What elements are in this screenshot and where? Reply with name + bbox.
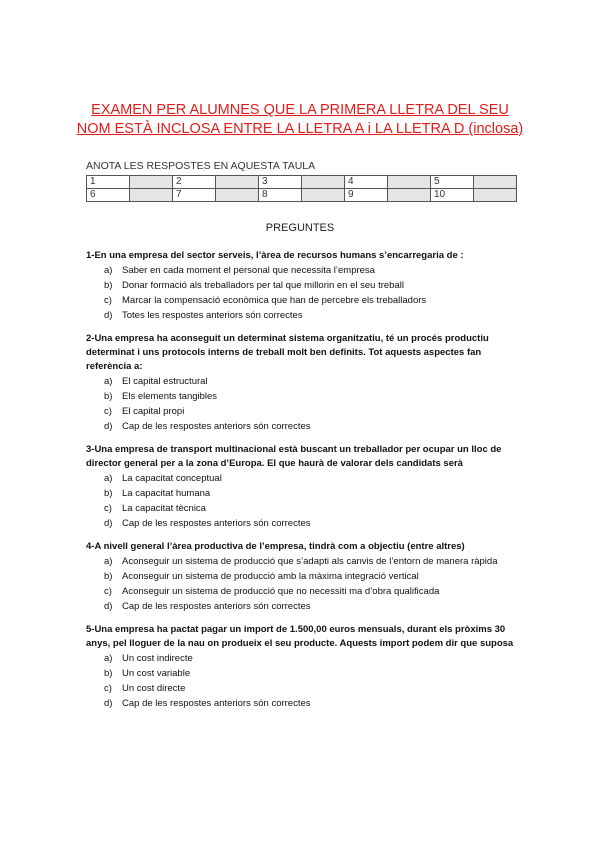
question-text: 5-Una empresa ha pactat pagar un import de 1.500,00 euros mensuals, durant els pròxims 30 anys, pel lloguer de la nau on produeix el seu producte. Aquests import podem dir que suposa <box>86 624 514 649</box>
option-a <box>86 554 516 569</box>
option-text: Aconseguir un sistema de producció que no necessiti ma d’obra qualificada <box>122 586 440 597</box>
answer-number: 4 <box>345 176 388 189</box>
option-text: La capacitat humana <box>122 488 211 499</box>
option-letter: b) <box>104 391 113 402</box>
option-c <box>86 501 516 516</box>
option-text: La capacitat conceptual <box>122 473 222 484</box>
option-d <box>86 599 516 614</box>
option-text: Un cost indirecte <box>122 653 193 664</box>
option-letter: a) <box>104 376 113 387</box>
question-text: 3-Una empresa de transport multinacional està buscant un treballador per ocupar un lloc de director general per a la zona d’Europa. El que haurà de valorar dels candidats serà <box>86 444 502 469</box>
option-b <box>86 666 516 681</box>
option-letter: a) <box>104 265 113 276</box>
option-d <box>86 696 516 711</box>
answer-table <box>86 175 517 202</box>
question-text: 4-A nivell general l’àrea productiva de l’empresa, tindrà com a objectiu (entre altres) <box>86 541 465 552</box>
option-b <box>86 569 516 584</box>
option-letter: b) <box>104 488 113 499</box>
option-letter: b) <box>104 280 113 291</box>
answer-table-row <box>87 176 517 189</box>
option-text: La capacitat tècnica <box>122 503 206 514</box>
answer-table-label: ANOTA LES RESPOSTES EN AQUESTA TAULA <box>86 160 316 172</box>
option-a <box>86 263 516 278</box>
option-a <box>86 374 516 389</box>
option-c <box>86 584 516 599</box>
answer-number: 5 <box>431 176 474 189</box>
option-d <box>86 419 516 434</box>
option-letter: a) <box>104 556 113 567</box>
answer-number: 6 <box>87 189 130 202</box>
exam-title-line-1: EXAMEN PER ALUMNES QUE LA PRIMERA LLETRA DEL SEU <box>91 102 509 118</box>
option-d <box>86 308 516 323</box>
option-b <box>86 278 516 293</box>
option-text: Cap de les respostes anteriors són correctes <box>122 518 311 529</box>
answer-box[interactable] <box>474 189 517 202</box>
question-text: 1-En una empresa del sector serveis, l’àrea de recursos humans s’encarregaria de : <box>86 250 464 261</box>
option-text: El capital estructural <box>122 376 208 387</box>
option-b <box>86 389 516 404</box>
question-text: 2-Una empresa ha aconseguit un determinat sistema organitzatiu, té un procés productiu determinat i uns protocols interns de treball molt ben definits. Tot aquests aspectes fan referència a: <box>86 333 489 372</box>
answer-box[interactable] <box>388 176 431 189</box>
question-5 <box>86 623 516 711</box>
answer-number: 2 <box>173 176 216 189</box>
answer-box[interactable] <box>216 189 259 202</box>
option-text: Un cost directe <box>122 683 186 694</box>
option-c <box>86 404 516 419</box>
option-b <box>86 486 516 501</box>
option-letter: d) <box>104 698 113 709</box>
option-letter: a) <box>104 473 113 484</box>
question-1 <box>86 249 516 323</box>
option-letter: b) <box>104 571 113 582</box>
answer-box[interactable] <box>216 176 259 189</box>
option-letter: a) <box>104 653 113 664</box>
option-text: Aconseguir un sistema de producció que s’adapti als canvis de l’entorn de manera ràpida <box>122 556 498 567</box>
option-text: Marcar la compensació econòmica que han de percebre els treballadors <box>122 295 427 306</box>
option-text: Aconseguir un sistema de producció amb la màxima integració vertical <box>122 571 419 582</box>
answer-box[interactable] <box>474 176 517 189</box>
option-a <box>86 471 516 486</box>
option-a <box>86 651 516 666</box>
answer-number: 3 <box>259 176 302 189</box>
option-letter: d) <box>104 601 113 612</box>
option-text: Saber en cada moment el personal que necessita l’empresa <box>122 265 375 276</box>
answer-number: 9 <box>345 189 388 202</box>
option-text: Els elements tangibles <box>122 391 218 402</box>
option-letter: c) <box>104 503 112 514</box>
option-text: Cap de les respostes anteriors són correctes <box>122 421 311 432</box>
option-c <box>86 293 516 308</box>
answer-box[interactable] <box>388 189 431 202</box>
answer-box[interactable] <box>130 189 173 202</box>
option-c <box>86 681 516 696</box>
question-4 <box>86 540 516 614</box>
option-letter: d) <box>104 421 113 432</box>
exam-title-line-2: NOM ESTÀ INCLOSA ENTRE LA LLETRA A i LA LLETRA D (inclosa) <box>76 121 524 137</box>
question-3 <box>86 443 516 531</box>
option-letter: c) <box>104 406 112 417</box>
exam-title <box>40 101 560 139</box>
answer-box[interactable] <box>130 176 173 189</box>
option-text: Cap de les respostes anteriors són correctes <box>122 698 311 709</box>
answer-number: 1 <box>87 176 130 189</box>
option-letter: d) <box>104 518 113 529</box>
answer-number: 10 <box>431 189 474 202</box>
section-heading: PREGUNTES <box>265 222 335 234</box>
option-text: Donar formació als treballadors per tal que millorin en el seu treball <box>122 280 404 291</box>
question-list <box>86 249 516 720</box>
answer-box[interactable] <box>302 176 345 189</box>
option-text: Cap de les respostes anteriors són correctes <box>122 601 311 612</box>
option-text: Totes les respostes anteriors són correctes <box>122 310 303 321</box>
option-letter: c) <box>104 586 112 597</box>
option-text: El capital propi <box>122 406 185 417</box>
answer-number: 8 <box>259 189 302 202</box>
option-letter: c) <box>104 683 112 694</box>
answer-box[interactable] <box>302 189 345 202</box>
answer-number: 7 <box>173 189 216 202</box>
option-letter: c) <box>104 295 112 306</box>
option-d <box>86 516 516 531</box>
option-text: Un cost variable <box>122 668 191 679</box>
option-letter: b) <box>104 668 113 679</box>
answer-table-row <box>87 189 517 202</box>
option-letter: d) <box>104 310 113 321</box>
question-2 <box>86 332 516 434</box>
